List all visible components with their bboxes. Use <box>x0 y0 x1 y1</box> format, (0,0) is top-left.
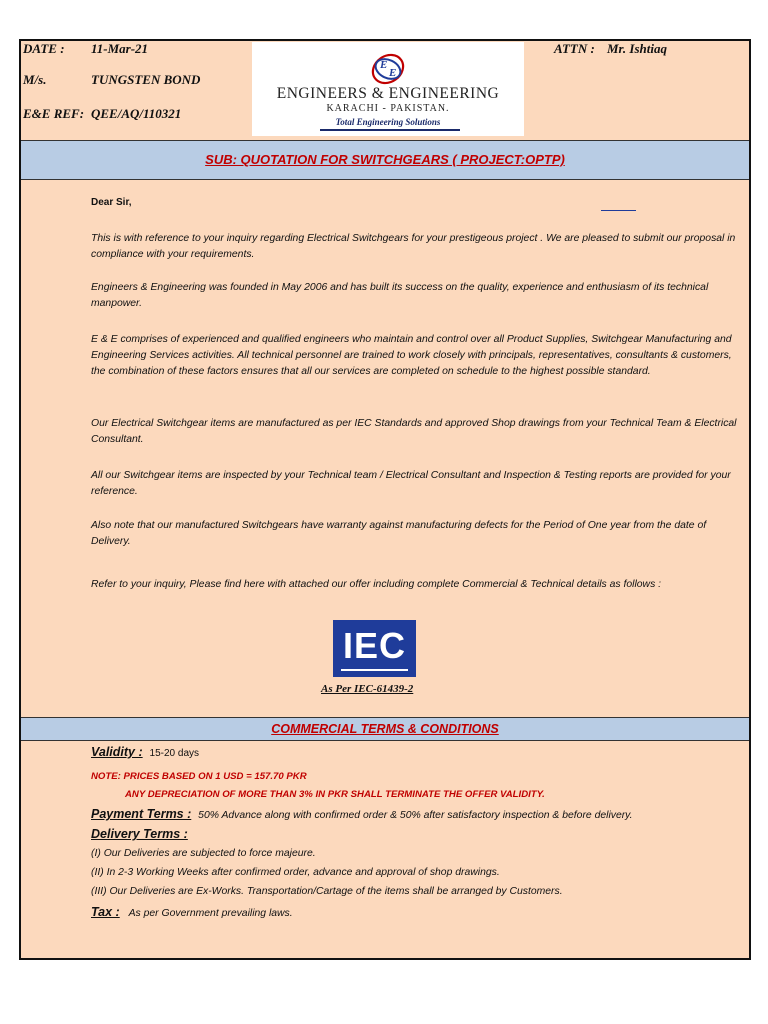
paragraph-reference: This is with reference to your inquiry regarding Electrical Switchgears for your prestigeous project . We are pleased to submit our proposal in compliance with your requirements. <box>91 233 736 260</box>
logo-city: KARACHI - PAKISTAN. <box>326 103 450 114</box>
tax-row <box>91 905 293 919</box>
tax-label: Tax : <box>91 905 120 919</box>
commercial-title: COMMERCIAL TERMS & CONDITIONS <box>271 722 499 736</box>
paragraph-standards: Our Electrical Switchgear items are manufactured as per IEC Standards and approved Shop drawings from your Technical Team & Electrical Consultant. <box>91 418 737 445</box>
validity-value: 15-20 days <box>149 748 200 759</box>
ms-label: M/s. <box>23 72 47 87</box>
logo-underline <box>320 129 460 131</box>
validity-row <box>91 745 199 759</box>
salutation: Dear Sir, <box>91 197 132 208</box>
validity-label: Validity : <box>91 745 143 759</box>
attn-value: Mr. Ishtiaq <box>607 41 667 56</box>
ee-emblem-icon <box>252 42 524 88</box>
subject-title: SUB: QUOTATION FOR SWITCHGEARS ( PROJECT:OPTP) <box>205 152 565 167</box>
delivery-item: (I) Our Deliveries are subjected to force majeure. <box>91 848 316 859</box>
quotation-document <box>19 39 751 960</box>
svg-text:E: E <box>389 67 397 79</box>
iec-caption: As Per IEC-61439-2 <box>321 683 414 695</box>
svg-text:E: E <box>380 59 388 71</box>
ref-value: QEE/AQ/110321 <box>91 106 182 121</box>
date-label: DATE : <box>23 41 65 56</box>
payment-row <box>91 807 633 821</box>
ms-value: TUNGSTEN BOND <box>91 72 201 87</box>
delivery-row <box>91 827 188 841</box>
paragraph-inspection: All our Switchgear items are inspected by your Technical team / Electrical Consultant and Inspection & Testing reports are provided for your reference. <box>91 470 731 497</box>
blue-underline-mark <box>601 210 636 211</box>
paragraph-founded: Engineers & Engineering was founded in May 2006 and has built its success on the quality, experience and enthusiasm of its technical manpower. <box>91 282 709 309</box>
tax-value: As per Government prevailing laws. <box>128 908 293 919</box>
logo-company-name: ENGINEERS & ENGINEERING <box>276 85 500 102</box>
iec-logo-bar <box>341 669 408 671</box>
delivery-item: (II) In 2-3 Working Weeks after confirmed order, advance and approval of shop drawings. <box>91 867 500 878</box>
logo-tagline: Total Engineering Solutions <box>335 117 441 127</box>
price-note: NOTE: PRICES BASED ON 1 USD = 157.70 PKR <box>91 771 307 782</box>
iec-logo <box>333 620 416 677</box>
delivery-item: (III) Our Deliveries are Ex-Works. Transportation/Cartage of the items shall be arranged by Customers. <box>91 886 563 897</box>
delivery-label: Delivery Terms : <box>91 827 188 841</box>
date-value: 11-Mar-21 <box>91 41 149 56</box>
company-logo <box>252 42 524 136</box>
paragraph-offer: Refer to your inquiry, Please find here with attached our offer including complete Commercial & Technical details as follows : <box>91 579 662 590</box>
payment-value: 50% Advance along with confirmed order & 50% after satisfactory inspection & before delivery. <box>198 810 633 821</box>
ref-label: E&E REF: <box>23 106 85 121</box>
iec-logo-text: IEC <box>342 625 406 666</box>
attn-label: ATTN : <box>554 41 595 56</box>
paragraph-team: E & E comprises of experienced and qualified engineers who maintain and control over all Product Supplies, Switchgear Manufacturing and Engineering Services activities. All technical personnel are trained to work closely with principals, representatives, consultants & customers, the combination of these factors ensures that all our services are completed on schedule to the highest possible standard. <box>91 334 732 377</box>
payment-label: Payment Terms : <box>91 807 192 821</box>
commercial-band <box>21 717 749 741</box>
paragraph-warranty: Also note that our manufactured Switchgears have warranty against manufacturing defects for the Period of One year from the date of Delivery. <box>91 520 707 547</box>
subject-band <box>21 140 749 180</box>
depreciation-note: ANY DEPRECIATION OF MORE THAN 3% IN PKR SHALL TERMINATE THE OFFER VALIDITY. <box>125 789 545 800</box>
